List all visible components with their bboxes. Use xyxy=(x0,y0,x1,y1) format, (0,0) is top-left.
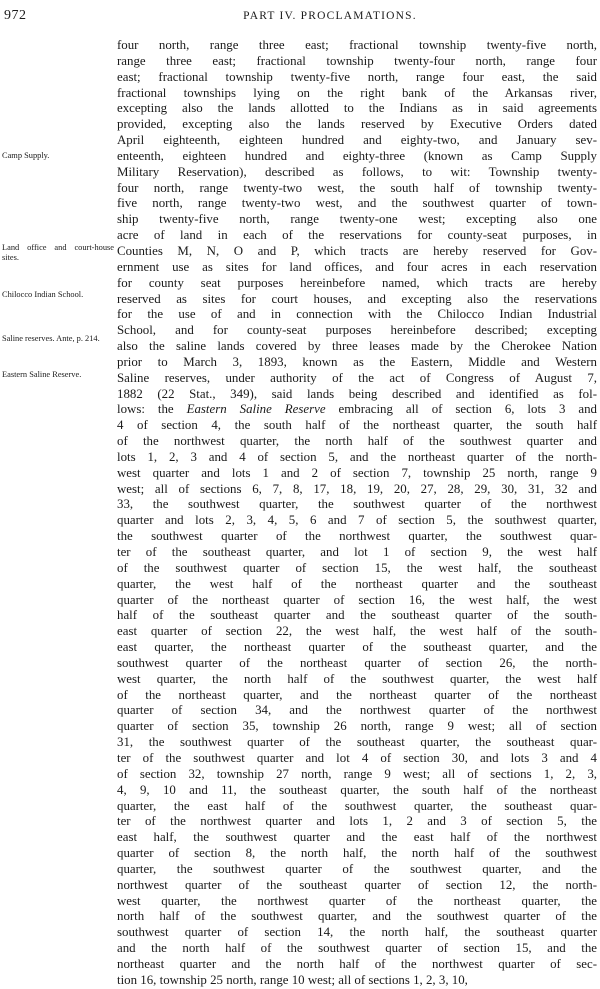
text-line: quarter, the west half of the northeast quarter and the southeast xyxy=(117,576,597,591)
text-line: tion 16, township 25 north, range 10 west; all of sections 1, 2, 3, 10, xyxy=(117,972,468,987)
marginal-notes xyxy=(0,0,116,938)
text-line: quarter of section 35, township 26 north, range 9 west; all of section xyxy=(117,719,597,734)
marginal-note-saline-reserves: Saline reserves. Ante, p. 214. xyxy=(2,334,100,343)
text-line: of the northeast quarter, and the northeast quarter of the northeast xyxy=(117,687,597,702)
text-line: quarter, the east half of the southwest quarter, the southeast quar- xyxy=(117,798,597,813)
text-line: quarter of the northeast quarter of section 16, the west half, the west xyxy=(117,592,597,607)
text-line: Military Reservation), described as follows, to wit: Township twenty- xyxy=(117,164,597,179)
text-line: west quarter and lots 1 and 2 of section 7, township 25 north, range 9 xyxy=(117,465,597,480)
italic-term: Eastern Saline Reserve xyxy=(186,402,326,417)
text-line: reserved as sites for court houses, and excepting also the reservations xyxy=(117,291,597,306)
text-line: Counties M, N, O and P, which tracts are hereby reserved for Gov- xyxy=(117,243,597,258)
text-line: southwest quarter of the northeast quarter of section 26, the north- xyxy=(117,655,597,670)
text-line: the southwest quarter of the northwest quarter, the southwest quar- xyxy=(117,529,597,544)
text-line: fractional townships lying on the right bank of the Arkansas river, xyxy=(117,85,597,100)
text-line: ter of the southwest quarter and lot 4 of section 30, and lots 3 and 4 xyxy=(117,750,597,765)
text-line: excepting also the lands allotted to the Indians as in said agreements xyxy=(117,101,597,116)
text-line: west quarter, the north half of the southwest quarter, the west half xyxy=(117,671,597,686)
text-line: east quarter of section 22, the west half, the west half of the south- xyxy=(117,624,597,639)
text-line: southwest quarter of section 14, the north half, the southeast quarter xyxy=(117,925,597,940)
text-line: half of the southeast quarter and the southeast quarter of the south- xyxy=(117,608,597,623)
marginal-note-camp-supply: Camp Supply. xyxy=(2,151,50,160)
text-line: Saline reserves, under authority of the act of Congress of August 7, xyxy=(117,370,597,385)
text-line: northeast quarter and the north half of the northwest quarter of sec- xyxy=(117,956,597,971)
text-line: 31, the southwest quarter of the southeast quarter, the southeast quar- xyxy=(117,735,597,750)
text-line: ernment use as sites for land offices, and four acres in each reservation xyxy=(117,259,597,274)
text-line: acre of land in each of the reservations for county-seat purposes, in xyxy=(117,228,597,243)
text-line: of the northwest quarter, the north half of the southwest quarter and xyxy=(117,434,597,449)
text-line: prior to March 3, 1893, known as the Eastern, Middle and Western xyxy=(117,354,597,369)
text-line: ter of the northwest quarter and lots 1, 2 and 3 of section 5, the xyxy=(117,814,597,829)
text-line: north half of the southwest quarter, and the southwest quarter of the xyxy=(117,909,597,924)
marginal-note-eastern-saline: Eastern Saline Reserve. xyxy=(2,370,82,379)
text-line: for the use of and in connection with the Chilocco Indian Industrial xyxy=(117,307,597,322)
text-line: also the saline lands covered by three leases made by the Cherokee Nation xyxy=(117,339,597,354)
text-line: of section 32, township 27 north, range 9 west; all of sections 1, 2, 3, xyxy=(117,766,597,781)
text-line: 1882 (22 Stat., 349), said lands being described and identified as fol- xyxy=(117,386,597,401)
body-text xyxy=(117,38,597,989)
text-line: quarter, the southwest quarter of the southwest quarter, and the xyxy=(117,861,597,876)
text-line: ter of the southeast quarter, and lot 1 of section 9, the west half xyxy=(117,545,597,559)
text-line: quarter of section 8, the north half, the north half of the southwest xyxy=(117,846,597,861)
text-line: five north, range twenty-two west, and the southwest quarter of town- xyxy=(117,196,597,211)
text-line: School, and for county-seat purposes hereinbefore described; excepting xyxy=(117,323,597,338)
text-line: 33, the southwest quarter, the southwest quarter of the northwest xyxy=(117,497,597,512)
text-line: ship twenty-five north, range twenty-one west; excepting also one xyxy=(117,212,597,227)
text-line: four north, range three east; fractional township twenty-five north, xyxy=(117,38,597,52)
text-line: lows: the Eastern Saline Reserve embracing all of section 6, lots 3 and xyxy=(117,402,597,417)
page-number: 972 xyxy=(4,8,27,23)
text-line: quarter of section 34, and the northwest quarter of the northwest xyxy=(117,703,597,718)
text-line: lots 1, 2, 3 and 4 of section 5, and the northeast quarter of the north- xyxy=(117,449,597,464)
text-line: quarter and lots 2, 3, 4, 5, 6 and 7 of section 5, the southwest quarter, xyxy=(117,513,597,528)
text-line: east half, the southwest quarter and the east half of the northwest xyxy=(117,830,597,845)
marginal-note-land-office: Land office and court-house sites. xyxy=(2,243,114,262)
text-line: for county seat purposes hereinbefore named, which tracts are hereby xyxy=(117,275,597,290)
marginal-note-chilocco: Chilocco Indian School. xyxy=(2,290,84,299)
text-line: four north, range twenty-two west, the south half of township twenty- xyxy=(117,180,597,195)
text-line: 4 of section 4, the south half of the northeast quarter, the south half xyxy=(117,418,597,433)
text-line: range three east; fractional township twenty-four north, range four xyxy=(117,53,597,68)
text-line: west quarter, the northwest quarter of the northeast quarter, the xyxy=(117,893,597,908)
text-line: northwest quarter of the southeast quarter of section 12, the north- xyxy=(117,877,597,892)
text-line: and the north half of the southwest quarter of section 15, and the xyxy=(117,941,597,956)
text-line: east; fractional township twenty-five north, range four east, the said xyxy=(117,69,597,84)
running-head: PART IV. PROCLAMATIONS. xyxy=(243,10,417,22)
text-line: April eighteenth, eighteen hundred and eighty-two, and January sev- xyxy=(117,133,597,148)
text-line: provided, excepting also the lands reserved by Executive Orders dated xyxy=(117,117,597,132)
text-line: enteenth, eighteen hundred and eighty-three (known as Camp Supply xyxy=(117,148,597,163)
text-line: west; all of sections 6, 7, 8, 17, 18, 19, 20, 27, 28, 29, 30, 31, 32 and xyxy=(117,481,597,496)
text-line: east quarter, the northeast quarter of the southeast quarter, and the xyxy=(117,640,597,655)
text-line: 4, 9, 10 and 11, the southeast quarter, the south half of the northeast xyxy=(117,782,597,797)
text-line: of the southwest quarter of section 15, the west half, the southeast xyxy=(117,560,597,575)
